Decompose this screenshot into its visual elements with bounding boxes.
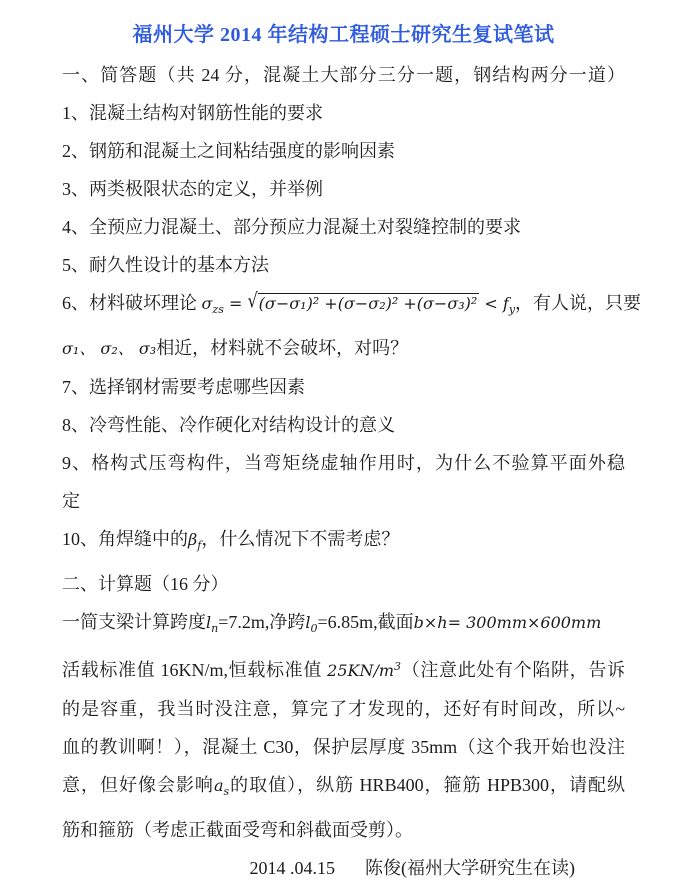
calc-text-3: 截面 — [377, 612, 414, 632]
question-6-suffix: ，有人说，只要 — [515, 293, 642, 313]
radicand: (σ−σ₁)² +(σ−σ₂)² +(σ−σ₃)² — [258, 294, 478, 313]
paragraph-line2: 的是容重，我当时没注意，算完了才发现的，还好有时间改，所以~ — [62, 699, 625, 719]
as-symbol — [213, 776, 230, 798]
question-9-line2: 定 — [62, 491, 80, 511]
date: 2014 .04.15 — [249, 858, 335, 878]
para4-pre: 意，但好像会影响 — [62, 775, 214, 795]
square-root — [247, 288, 479, 316]
question-10-suffix: ，什么情况下不需考虑？ — [201, 529, 400, 549]
equivalent-stress-formula — [201, 288, 516, 316]
question-2: 2、钢筋和混凝土之间粘结强度的影响因素 — [62, 141, 395, 161]
l2-subscript: 0 — [310, 622, 318, 635]
load-text-pre: 活载标准值 16KN/m,恒载标准值 — [62, 660, 322, 680]
less-than-sign: < — [479, 294, 503, 313]
l2-glyph: l — [305, 613, 311, 632]
question-8: 8、冷弯性能、冷作硬化对结构设计的意义 — [62, 415, 395, 435]
a-subscript: s — [223, 785, 230, 798]
beta-subscript: f — [197, 539, 202, 552]
page-title: 福州大学 2014 年结构工程硕士研究生复试笔试 — [132, 24, 555, 46]
a-glyph: a — [213, 776, 224, 795]
load-superscript: 3 — [394, 660, 402, 673]
question-10 — [62, 527, 625, 558]
load-glyph: 25KN/m — [327, 661, 395, 680]
question-6-prefix: 6、材料破坏理论 — [62, 293, 197, 313]
l1-subscript: n — [211, 622, 219, 635]
span-length-symbol — [206, 613, 219, 635]
question-9-line1: 9、格构式压弯构件，当弯矩绕虚轴作用时，为什么不验算平面外稳 — [62, 453, 625, 473]
question-3: 3、两类极限状态的定义，并举例 — [62, 179, 323, 199]
paragraph-line1 — [62, 655, 625, 683]
author: 陈俊(福州大学研究生在读) — [365, 858, 575, 878]
f-subscript: y — [508, 303, 516, 316]
sigma-subscript: zs — [212, 303, 224, 316]
sigma-list: σ₁、 σ₂、 σ₃ — [62, 339, 157, 358]
question-6-line2 — [62, 336, 625, 361]
l1-glyph: l — [206, 613, 212, 632]
question-1: 1、混凝土结构对钢筋性能的要求 — [62, 103, 323, 123]
paragraph-line4 — [62, 773, 625, 804]
beta-symbol — [188, 530, 202, 552]
calc-value-1: =7.2m, — [218, 612, 270, 632]
clear-span-symbol — [305, 613, 318, 635]
calc-value-2: =6.85m, — [317, 612, 378, 632]
calc-text-2: 净跨 — [269, 612, 306, 632]
question-7: 7、选择钢材需要考虑哪些因素 — [62, 377, 305, 397]
para4-post: 的取值），纵筋 HRB400，箍筋 HPB300，请配纵 — [229, 775, 626, 795]
question-6 — [62, 288, 642, 322]
radical-sign: √ — [247, 288, 258, 313]
dead-load-value — [327, 661, 401, 680]
calc-problem-line — [62, 610, 625, 641]
paragraph-line3: 血的教训啊！），混凝土 C30，保护层厚度 35mm（这个我开始也没注 — [62, 737, 625, 757]
section-dims-value: = 300mm×600mm — [447, 613, 602, 632]
sigma-symbol: σ — [201, 294, 213, 313]
question-5: 5、耐久性设计的基本方法 — [62, 255, 269, 275]
question-10-prefix: 10、角焊缝中的 — [62, 529, 188, 549]
section-dims-symbol: b×h — [413, 613, 448, 632]
load-text-post: （注意此处有个陷阱，告诉 — [401, 660, 626, 680]
f-symbol: f — [502, 294, 509, 313]
section2-heading: 二、计算题（16 分） — [62, 574, 229, 594]
section1-heading: 一、简答题（共 24 分，混凝土大部分三分一题，钢结构两分一道） — [62, 65, 625, 85]
beta-glyph: β — [188, 530, 198, 549]
signature-line — [62, 856, 625, 880]
equals-sign: = — [223, 294, 248, 313]
question-6-line2-text: 相近，材料就不会破坏，对吗？ — [156, 338, 409, 358]
paragraph-line5: 筋和箍筋（考虑正截面受弯和斜截面受剪）。 — [62, 820, 413, 840]
calc-text-1: 一简支梁计算跨度 — [62, 612, 206, 632]
question-4: 4、全预应力混凝土、部分预应力混凝土对裂缝控制的要求 — [62, 217, 521, 237]
